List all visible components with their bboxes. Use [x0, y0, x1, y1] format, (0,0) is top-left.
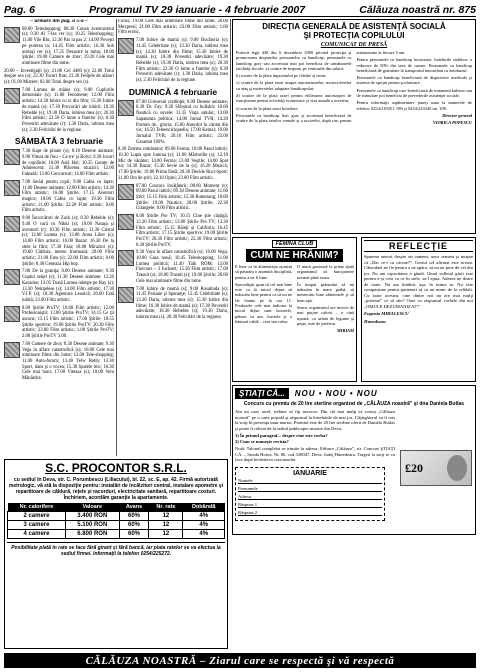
channel-logo-icon [4, 216, 20, 232]
channel-logo-icon [4, 342, 20, 358]
tv-entry-text: 7.00 Camere de zbor; 8.30 Desene animate; 9.30 Vega în aflare catastrofică (s); 10.00 Cele mai uimitoare filme din lume; 12.00 Tele-shopping; 11.00 Auto-forum; 13.40 Telw Rehb; 13.30 Sport, dans şi o vocea; 15.30 Spatele mic; 16.30 Cele mai buni; 17.00 Viteaza (s); 18.00 Veni Mănăstire. [22, 341, 114, 382]
tv-entry [118, 100, 228, 146]
tv-entry [4, 69, 114, 86]
tv-entry [4, 149, 114, 178]
channel-logo-icon [4, 88, 20, 104]
table-header: Dobândă [183, 503, 225, 512]
dgasp-press-release [232, 19, 476, 234]
tv-entry [118, 250, 228, 284]
tv-program-column-1 [4, 19, 114, 456]
table-cell: 4% [183, 512, 225, 521]
contest-question-2: 2) Cum se numeşte revista? [235, 438, 289, 444]
table-cell: 60% [119, 530, 149, 539]
tv-entries-sunday [118, 100, 228, 321]
channel-logo-icon [118, 38, 134, 54]
table-cell: 12 [149, 512, 183, 521]
table-row [8, 512, 225, 521]
channel-logo-icon [118, 250, 134, 266]
channel-logo-icon [118, 287, 134, 303]
article-author: MIRIAM [336, 328, 354, 334]
contest-body: Am un cazy awel, trebuie să fiţi norocos. Din cât mai mulţi să scrieţi „Călăuza noastră” pe o carte poştală şi răspunsul la întrebările de mai jos. Câştigătorul va fi tras la sorţi în prezenţa unui martor. Premiul este de 20 lire sterline oferit de Daniela Butlas şi poate fi ridicat de la sediul publicaţiei noastre din Deva. [235, 409, 395, 431]
table-cell: 4 camere [8, 530, 66, 539]
coupon-title: IANUARIE [293, 469, 327, 477]
ad-footer: Posibilitate plată în rate se face fără girant şi fără bancă, iar plata ratelor se va efectua la sediul firmei. Informaţii la telefon 0254/225272. [7, 542, 225, 557]
newspaper-slogan-footer [4, 653, 476, 668]
table-header: Nr. calorifere [8, 503, 66, 512]
table-cell: 3.400 RON [65, 512, 119, 521]
reflectie-body: Spunem uneori despre un oameni, unor semeni şi noapte că „Dar ce-i cu căcine?”. Gestul cel afirmat este acesta. Câteodată ne fie pentru a ne apăra, să nu ne pese de cei din jur. Nu am capacitatea a gândi. Omul sufletul găsit este pentru a-şi crea cu ce în stele, sa-l ajuta. Adesea ne doare de toate. Nu am întâlnit, aşa, în inima ta. Nu este compasiune pentru parteneri să cu un nimic de la celălalt. Cu toate acestea, cine dintre noi nu are mai mulţi „prieteni” ce să stie? Oare cu răspunsul vorbele din noi „OMULE DEZUMANIZAT!” [364, 254, 473, 309]
tv-entries-saturday [4, 149, 114, 381]
channel-logo-icon [118, 214, 134, 230]
issue-number: Călăuza noastră nr. 875 [359, 3, 476, 16]
paragraph: Pentru informaţii suplimentare puteţi suna la numerele de telefon: 0254/219451, 983 şi 0254/233340 int. 108. [356, 100, 472, 111]
tv-entry [4, 27, 114, 67]
tv-entry-text: 08.00 Teleshopping; 08.30 Conan aventurierul (s); 9.30 Al 7-lea cer (s); 10.25 Teleshopping; 11.00 Vile Blu; 12.30 Pas la pas 2; 14.00 Poveşti pe puterea ta; 14.45 Film artistic; 16.30 Sub acelaşi cer (s); 17.25 Dezastre la tuma; 18.00 Ştirile; 19.00 Camere de zbor; 19.20 Cele mai uimitoare filme din lume. [22, 26, 114, 66]
paragraph: Persoanele cu handicap fizic grav şi accentuat beneficiază de scutire de la plata taxelor vamale şi a accizelor, după caz, pentru autoturisme la fiecare 5 ani. [236, 50, 406, 124]
table-cell: 2 camere [8, 512, 66, 521]
table-cell: 6.800 RON [65, 530, 119, 539]
tv-entry-continued: Focus; 19.00 Cele mai uimitoare filme din lume; 20.00 Mexpresi; 21.00 Film artistic; 23.00 Film artistic; 1.00 Film erotic. [118, 19, 228, 36]
tv-entry [118, 38, 228, 84]
portrait-icon [447, 455, 467, 481]
tv-program-column-2 [118, 19, 228, 456]
paragraph: b) scutire de la plata impozitului pe clădire şi teren; [236, 73, 327, 79]
dgasp-body [236, 50, 472, 126]
paragraph: Potrivit legii 448 din 6 decembrie 2006 privind protecţia şi promovarea drepturilor persoanelor cu handicap, persoanele cu handicap grav sau accentuat mai pot beneficia de următoarele facilităţi fiscale: a) scutire de impozit pe veniturile din salarii; [236, 50, 352, 71]
tv-entry-text: 9.30 Vaya în aflare catastrofică (s); 10.00 Vega; 10.00 Casa nouă; 10.45 Teleshopping; 11.00 Lumea politică; 11.40 Talk ROM; 13.00 Flavours – 3 Iucluert; 15.30 Film artistic; 17.00 Trasnit (s); 18.00 Trasnit (s); 19.00 Ştirile; 20.00 Cele mai uimitoare filme din lume. [136, 250, 228, 284]
reflectie-place: Hunedoara [364, 318, 386, 324]
tv-entry-text: 7.30 Kapt de ploaie (s); 8.10 Desene animate; 9.00 Viteza de fluu – Ce tre' şi Bolyi; 9.30 Jocuri de copilărie; 10.00 Asiă Hol; 10.35 Gotuţe de Adolescent; 11.30 Plăcerea muzicii; 12.00 Faleadă; 13.00 Concursuri; 14.00 Film artistic. [22, 149, 114, 178]
table-header: Valoare [65, 503, 119, 512]
table-cell: 60% [119, 512, 149, 521]
tv-entry [118, 214, 228, 248]
articles-column [232, 19, 476, 535]
column-divider [116, 19, 117, 456]
procontor-advertisement [4, 459, 228, 649]
paragraph: Persoanele cu handicap beneficiază de dispozitive medicale şi sisteme de sprijin pentru şcolarizare. [356, 75, 472, 86]
signature-name: VIORICA POPESCU [432, 120, 472, 126]
paragraph: d) scutire de la plata taxei pentru eliberarea autorizaţiei de funcţionare pentru activităţi economice şi viza anuală a acesteia; [236, 93, 352, 104]
page-number: Pag. 6 [4, 3, 35, 16]
tv-entry-text: 7.00 Iubire de mamă (s); 9.00 Bocătoria (s); 11.45 Celebritate (s); 13.30 Daria, iubirea mea (s); 14.30 Iubire din filme; 15.30 Iubire de mamă (s); 18.30 Povestiri adevărate; 19.30 Rebelde (s); 19.30 Daria, iubirea mea (s); 20.30 Film artistic; 22.30 O lume a fiarelor (s); 0.30 Povestiri adevărate (r); 1.30 Daria, iubirea mea (s); 2.30 Felicitări de la regiune. [136, 38, 228, 84]
contest-coupon[interactable] [235, 467, 385, 521]
table-row [8, 530, 225, 539]
ad-title: S.C. PROCONTOR S.R.L. [45, 461, 187, 475]
page-title: Programul TV 29 ianuarie - 4 februarie 2007 [89, 3, 306, 16]
page-header [4, 3, 476, 17]
ad-body: cu sediul în Deva, str. C. Porumbescu (Liliacului), bl. 22, sc. E, ap. 42. Firmă autorizată metrologic, vă stă la dispoziţie pentru: instalări de încălzitori central, instalare apometre şi repartitoare de căldură, reţele şi racorduri, electricitate sanitară, repartitoare costuri. Închiriem, acordăm garanţie la apartamente. [8, 477, 224, 501]
tv-entry [118, 287, 228, 321]
dgasp-subtitle: COMUNICAT DE PRESĂ [320, 42, 388, 48]
coupon-field-label: Prenumele [238, 485, 258, 491]
reflectie-author: Eugenia MIHALESCU [364, 311, 409, 316]
new-badge: NOU • NOU • NOU [294, 389, 378, 398]
tv-entry [4, 342, 114, 382]
channel-logo-icon [4, 269, 20, 285]
channel-logo-icon [4, 180, 20, 196]
reflectie-title: REFLECŢIE [364, 240, 473, 252]
paragraph: Specialiştii spun că cel mai bine este ca la micul dejun să mâncăm bine pentru ca să nu ne fie foame pe la ora 11. Produsele cele mai indicate la micul dejun sunt lactatele, pâinea cu unt, fructele şi o băutură caldă – ceai sau cafea. [235, 281, 292, 324]
channel-logo-icon [118, 100, 134, 116]
table-cell: 60% [119, 521, 149, 530]
tv-entry [4, 216, 114, 267]
tv-entry-text: 8.30 Zestrea românelor; 09.00 Ferma; 10.00 Pasul iubirii; 10.30 Lupta spre lumina (s); 11.00 Mărturiile (s); 12.10 Mic de vânător; 14.00 Ferma; 13.00 Veştile; 14.00 Spat tur; 14.30 Bazar; 15.30 Sevie de la (s); 16.20 Muzică; 17.00 Ştirile; 19.00 Prima Dată; 20.30 Devide Ruci-Sport; 21.00 Ora de ştiri; 22.10 Opini; 23.00 Film artistic. [118, 147, 228, 181]
coupon-field[interactable] [238, 494, 382, 500]
contest-heading: Concurs cu premiu de 20 lire sterline organizat de „CĂLĂUZA noastră” şi dna Daniela Butlas [243, 401, 465, 407]
tv-entry [4, 306, 114, 340]
saturday-heading: SÂMBĂTĂ 3 februarie [14, 136, 104, 147]
table-cell: 12 [149, 530, 183, 539]
paragraph: O masă gustoasă la prânz ajută organismul să funcţioneze normal până seara. [297, 264, 354, 280]
paragraph: Pentru persoanele cu handicap locomotor, hotelurile stabilesc o reducere de 50% din taxa de cazare. Persoanele cu handicap beneficiază de gratuitate la transportul interurban cu autobuzul. [356, 57, 472, 73]
table-cell: 4% [183, 521, 225, 530]
tv-entry-text: 7.00 Lumea de mâine (s); 9.00 Cuplurile demoniale (s); 11.00 Fenomene; 12.00 Film artistic; 14.30 Iubire cu iz din film; 15.30 Iubire de mamă (s); 17.30 Provocări ale iubirii; 18.30 Rebelde (s); 19.30 Daria, iubirea mea (s); 20.30 Film artistic; 22.50 O lume a fiarelor (s); 0.30 Povestiri adevărate (r); 1.30 Daria, iubirea mea (s); 2.30 Felicitări de la regiune. [22, 87, 114, 133]
tv-entry-text: 7.00 De la graniţa; 8.00 Desene animate; 9.30 Cuplul zeiţei (s); 11.30 Desene animate; 12.20 Karaoke; 13.05 Toată Lumea iubeşte pe Ray (s); 13.30 Neinţelese (s); 14.00 Film artistic; 17.30 V.I.P. (s); 18.30 Agentura Leoaică; 20.00 Fată iubită; 23.00 Film artistic. [22, 269, 114, 303]
tv-entries-saturday-cont [118, 38, 228, 84]
coupon-field-label: Răspuns 2 [238, 509, 258, 515]
dgasp-title-line2: ŞI PROTECŢIA COPILULUI [303, 31, 405, 40]
coupon-field[interactable] [238, 478, 382, 484]
table-cell: 4% [183, 530, 225, 539]
channel-logo-icon [4, 306, 20, 322]
coupon-field[interactable] [238, 486, 382, 492]
sunday-heading: DUMINICĂ 4 februarie [128, 86, 218, 97]
tv-entry [118, 184, 228, 213]
coupon-field-label: Răspuns 1 [238, 501, 258, 507]
channel-logo-icon [4, 149, 20, 165]
dgasp-title-line1: DIRECŢIA GENERALĂ DE ASISTENŢĂ SOCIALĂ [262, 22, 446, 31]
coupon-field[interactable] [238, 510, 382, 516]
tv-entry-text: 07.00 Universul credinţei; 8.00 Desene animate; 8.30 Dr. Fay; 9.30 Sfârşitul cu bullshit; 10.00 Nautică cu suvele; 11.35 Viaţa satului; 13.00 Sapatamia politica; 14.00 Jurnal TVR; 14.20 Portum de.. gloria; 15.00 Anecdot în cântat din vis; 16.50 Teleenciclopedia; 17.00 Kemal; 19.00 Jurnalul TVR; 20.10 Film artistic; 23.00 Garantat 100%. [136, 99, 228, 145]
price-table [7, 503, 225, 539]
article-title: CUM NE HRĂNIM? [246, 249, 342, 262]
table-cell: 5.100 RON [65, 521, 119, 530]
paragraph: Seara, organismul are nevoie de mai puţine calorii – o cină uşoară, cu salată de legume şi peşte, este de preferat. [297, 305, 354, 326]
contest-question-1: 1) În primul paragraf... despre cine este vorba? [235, 433, 328, 438]
tv-entry-text: 8.00 Ştirile ProTV; 10.00 Film artistic; 12.00 Profesioniştii; 13.00 Ştirile ProTV; 14.15 Ce ţii ascuns; 15.15 Film artistic; 17.00 Ştirile; 18.55 Ştirile sportive; 19.00 Ştirile ProTV; 20.30 Film artistic; 23.00 Film artistic; 1.00 Ştirile ProTV; 2.00 Ştirile ProTV 3.00. [22, 305, 114, 340]
paragraph: e) scutire de la plata taxei hoteliere. [236, 105, 299, 111]
banknote-image [400, 450, 472, 486]
tv-entry [4, 269, 114, 303]
tv-entry-text: 07.00 Concurs învăţăturii; 08.00 Moment (s); 09.00 Pasul iubirii; 09.30 Desene animate; 11.00 Ştiri; 15.15 Film artistic; 15.30 Bumerang; 18.00 Ştirile; 19.00 Nautica; 20.00 Ştirile; 22.30 Uitangele; 0.00 Film artistic. [136, 183, 228, 212]
tv-entries-friday [4, 27, 114, 134]
tv-entry [4, 180, 114, 214]
continued-label: – urmare din pag. a 5-a – [30, 19, 88, 24]
tv-entry-text: 9.00 Încurcături de Zack (s); 8.30 Rebelde (s); 9.40 O vară cu Nikki (s); 10.00 Nataşa şi aventurii (r); 10.30 Film artistic; 11.30 Cristal (s); 12.00 Lumea (s); 13.00 Anna Liber (s); 14.00 Film artistic; 16.00 Bazar; 16.30 De la stele la film; 17.30 Fata; 18.00 Mirazior (s); 19.00 Căldura, mereu frumoasă; 20.00 Film artistic; 21.00 Fata (s); 22.00 Film artistic; 0.00 Ştirile; 0.40 Geneaza Hip hop. [22, 216, 114, 267]
paragraph: În timpul prânzului să nu mâncăm în mare grabă, să mestecăm bine alimentele şi să bem apă. [297, 281, 354, 303]
femina-club-tag: FEMINA CLUB [272, 240, 318, 248]
table-header: Avans [119, 503, 149, 512]
table-cell: 12 [149, 521, 183, 530]
contest-stiati-ca [232, 385, 476, 535]
slogan-text: CĂLĂUZA NOASTRĂ – Ziarul care se respectă şi vă respectă [85, 654, 395, 667]
column-divider [230, 19, 231, 456]
channel-logo-icon [4, 27, 20, 43]
article-cum-ne-hranim [232, 237, 357, 382]
stiati-title: ŞTIAŢI CĂ... [235, 388, 289, 399]
tv-entry [4, 88, 114, 134]
table-row [8, 521, 225, 530]
paragraph: E bine ca în alimentaţia noastră să păstrăm o anumită disciplină, pentru a ne fi bine. [235, 264, 292, 280]
channel-logo-icon [118, 184, 134, 200]
paragraph: Persoanele cu handicap care beneficiază de tratament balnear sau de stimulare pot beneficia de prevederile asistenţei sociale. [356, 87, 472, 99]
banknote-value: £20 [405, 460, 423, 475]
tv-entry-text: 20.00 – Investigaţii (s); 21.00 Cel 4400 (s); 22.00 Totul despre sex (s); 22.30 Tocuri fine; 23.30 Fetiţele de alături (s); 01.00 Mistere; 02.00 Totul despre sex (s). [4, 68, 114, 86]
article-reflectie [361, 237, 476, 382]
signature-role: Director general [442, 112, 472, 118]
coupon-field[interactable] [238, 502, 382, 508]
paragraph: c) scutire de la plata taxei asupra autoturismelor, motocicletelor cu ataş şi motoretelor adaptate handicapului; [236, 80, 352, 91]
tv-entry [118, 147, 228, 181]
tv-entry-text: 7.00 Serial pentru copii; 9.00 Cafea cu lapte; 11.00 Desene animate; 12.00 Film artistic; 14.30 Film artistic; 16.00 Ştirile; 17.15 Aventuri magice; 18.00 Cafea cu lapte; 19.30 Film artistic; 21.00 Ştirile; 22.20 Film artistic; 0.00 Film artistic. [22, 179, 114, 214]
tv-entry-text: 7.00 Iubire de mamă (s); 9.00 Rosalinda (s); 11.45 Paisane şi Speranţe; 12.45 Celebritate (s); 13.30 Daria, iubirea mea (s); 15.30 Iubire din filme; 16.30 Iubire de mamă (s); 17.30 Povestiri adevărate; 18.30 Rebelde (s); 19.30 Daria, iubirea mea (s); 20.30 Felicitări de la regiune. [136, 286, 228, 321]
tv-entry-text: 8.00 Ştirile Pro TV; 10.15 Cine ştie câştigă; 12.20 Film artistic; 13.00 Ştirile Pro TV; 13.30 Film artistic; 15.15 Băieţi şi Califoria; 16.45 Film artistic; 17.15 Ştirile sportive; 19.00 Ştirile ProTV; 20.30 Film artistic; 22.30 Film artistic; 0.30 Ştirile ProTV. [136, 214, 228, 248]
table-header: Nr. rate [149, 503, 183, 512]
table-cell: 3 camere [8, 521, 66, 530]
contest-note: Notă: Talonul completat se trimite la adresa: Editura „Călăuza”, str. Concurs ŞTIAŢI CĂ..., Strada Horea, Nr. 80, cod 330047, Deva, Judeţ Hunedoara. Trageri la sorţi se va face după încheierea concursului. [235, 446, 395, 462]
coupon-field-label: Adresa [238, 493, 252, 499]
article-body [235, 264, 354, 334]
coupon-field-label: Numele [238, 477, 253, 483]
